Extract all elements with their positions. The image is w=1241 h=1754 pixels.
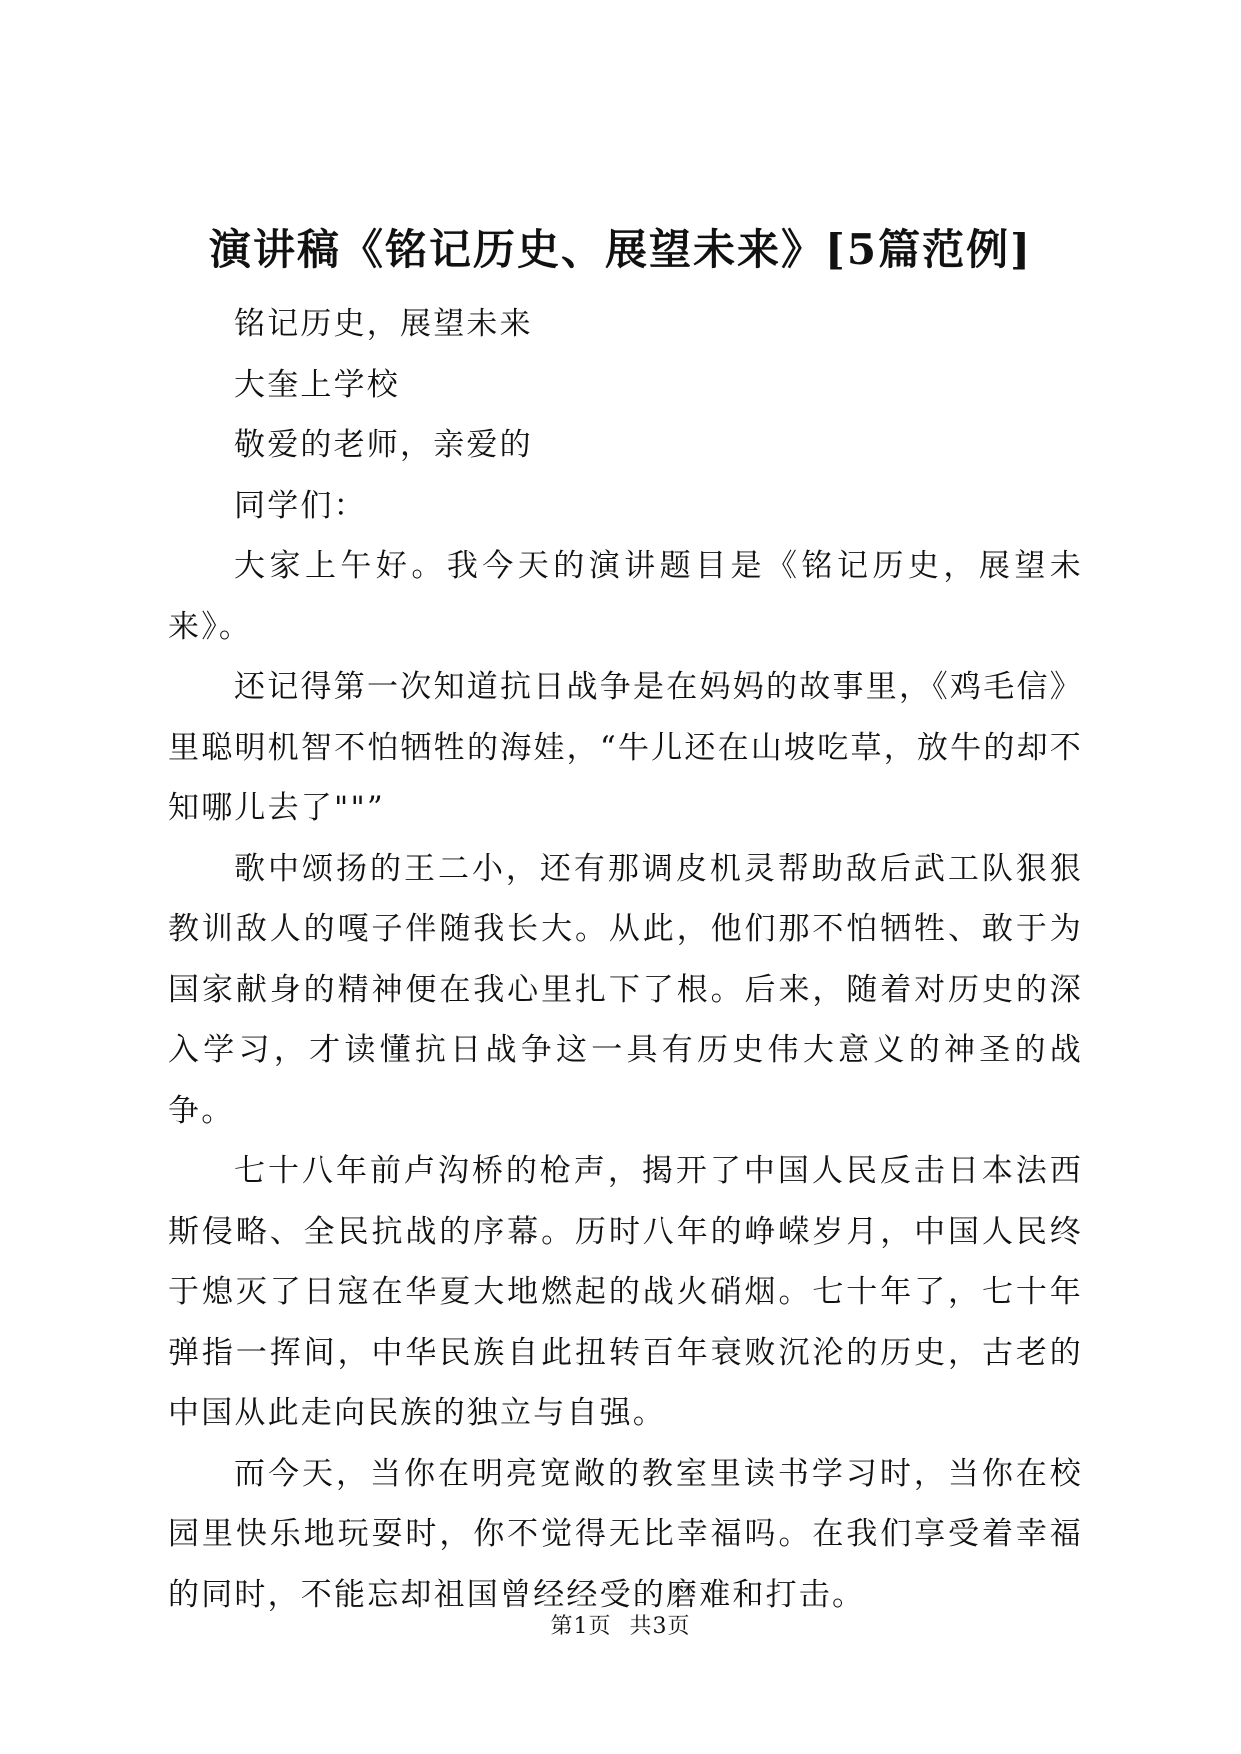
body-paragraph: 铭记历史，展望未来	[234, 306, 533, 342]
body-paragraph: 还记得第一次知道抗日战争是在妈妈的故事里，《鸡毛信》里聪明机智不怕牺牲的海娃，“牛儿还在山坡吃草，放牛的却不知哪儿去了""”	[168, 669, 1083, 826]
body-paragraph: 大家上午好。我今天的演讲题目是《铭记历史，展望未来》。	[168, 548, 1083, 645]
body-paragraph: 七十八年前卢沟桥的枪声，揭开了中国人民反击日本法西斯侵略、全民抗战的序幕。历时八年的峥嵘岁月，中国人民终于熄灭了日寇在华夏大地燃起的战火硝烟。七十年了，七十年弹指一挥间，中华民族自此扭转百年衰败沉沦的历史，古老的中国从此走向民族的独立与自强。	[168, 1153, 1083, 1431]
page-footer	[0, 1612, 1241, 1642]
document-title: 演讲稿《铭记历史、展望未来》[5篇范例]	[209, 225, 1032, 274]
page-number: 第1页	[550, 1614, 612, 1639]
body-paragraph: 敬爱的老师，亲爱的	[234, 427, 533, 463]
body-paragraph: 歌中颂扬的王二小，还有那调皮机灵帮助敌后武工队狠狠教训敌人的嘎子伴随我长大。从此，他们那不怕牺牲、敢于为国家献身的精神便在我心里扎下了根。后来，随着对历史的深入学习，才读懂抗日战争这一具有历史伟大意义的神圣的战争。	[168, 850, 1083, 1129]
document-body	[168, 294, 1083, 1625]
body-paragraph: 同学们：	[234, 487, 367, 524]
page-total: 共3页	[629, 1614, 691, 1639]
body-paragraph: 大奎上学校	[234, 366, 400, 403]
body-paragraph: 而今天，当你在明亮宽敞的教室里读书学习时，当你在校园里快乐地玩耍时，你不觉得无比幸福吗。在我们享受着幸福的同时，不能忘却祖国曾经经受的磨难和打击。	[168, 1455, 1083, 1613]
